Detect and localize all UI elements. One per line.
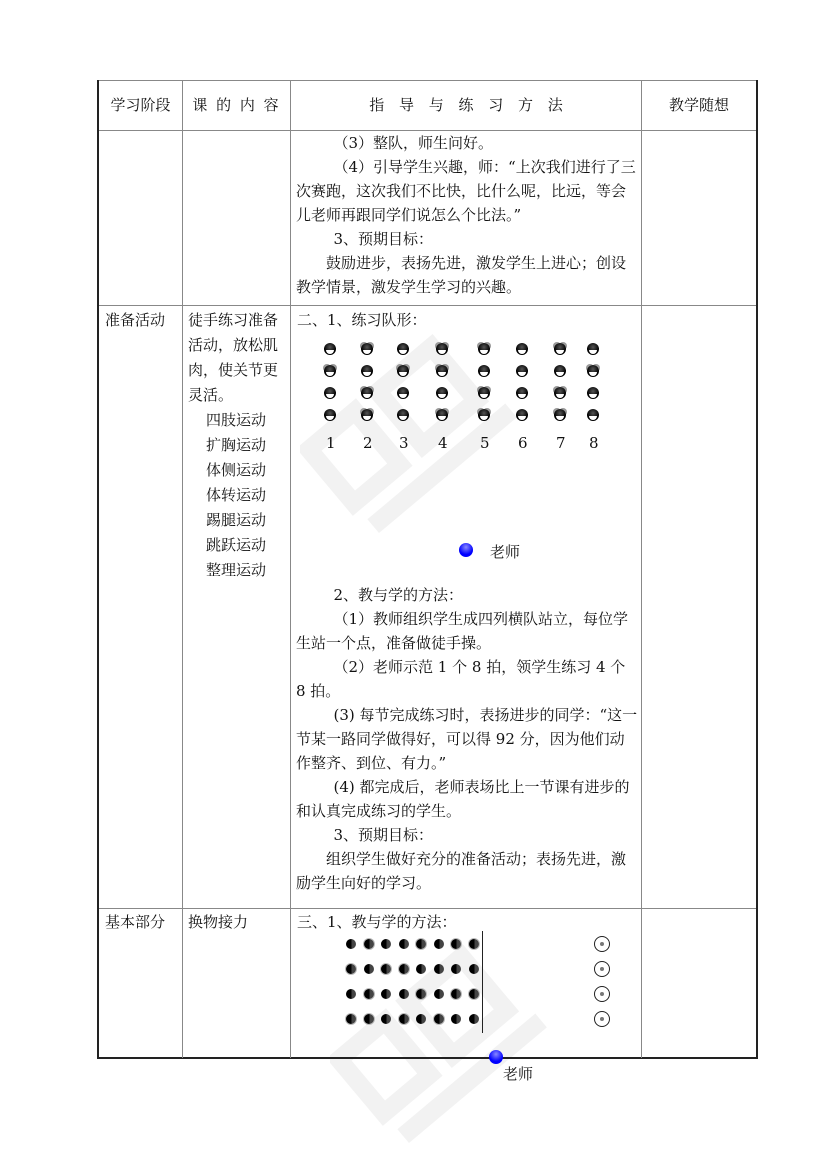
- girl-student-icon: [478, 387, 490, 399]
- paragraph: 3、预期目标：: [333, 826, 434, 844]
- boy-student-icon: [587, 343, 599, 355]
- exercise-item: 体侧运动: [206, 461, 267, 479]
- student-icon: [469, 964, 479, 974]
- boy-student-icon: [361, 365, 373, 377]
- exercise-item: 踢腿运动: [206, 511, 267, 529]
- header-content: 课 的 内 容: [192, 96, 281, 114]
- target-marker-icon: [594, 986, 610, 1002]
- student-icon: [434, 964, 444, 974]
- student-icon: [469, 989, 479, 999]
- row1-method: [296, 131, 638, 299]
- start-line: [482, 931, 483, 1033]
- girl-student-icon: [436, 343, 448, 355]
- boy-student-icon: [516, 343, 528, 355]
- row2-method: [296, 583, 638, 895]
- watermark: [330, 930, 550, 1150]
- paragraph: （2）老师示范 1 个 8 拍，领学生练习 4 个 8 拍。: [296, 658, 626, 700]
- student-icon: [399, 989, 409, 999]
- row3-stage: 基本部分: [105, 913, 166, 931]
- teacher-icon: [459, 543, 473, 557]
- student-icon: [364, 964, 374, 974]
- student-icon: [416, 964, 426, 974]
- column-number: 6: [518, 434, 528, 452]
- paragraph: 组织学生做好充分的准备活动；表扬先进，激励学生向好的学习。: [296, 850, 627, 892]
- row-divider: [97, 908, 758, 909]
- column-divider: [182, 80, 183, 1058]
- boy-student-icon: [516, 387, 528, 399]
- row-divider: [97, 305, 758, 306]
- exercise-item: 四肢运动: [206, 411, 267, 429]
- student-icon: [381, 989, 391, 999]
- target-marker-icon: [594, 961, 610, 977]
- student-icon: [416, 1014, 426, 1024]
- paragraph: （4）引导学生兴趣，师：“上次我们进行了三次赛跑，这次我们不比快，比什么呢，比远，等会儿老师再跟同学们说怎么个比法。”: [296, 158, 636, 224]
- student-icon: [451, 939, 461, 949]
- paragraph: 2、教与学的方法：: [333, 586, 464, 604]
- girl-student-icon: [361, 409, 373, 421]
- girl-student-icon: [554, 409, 566, 421]
- paragraph: （1）教师组织学生成四列横队站立，每位学生站一个点，准备做徒手操。: [296, 610, 629, 652]
- student-icon: [434, 939, 444, 949]
- student-icon: [469, 1014, 479, 1024]
- row3-title: 三、1、教与学的方法：: [297, 913, 457, 931]
- boy-student-icon: [397, 387, 409, 399]
- student-icon: [346, 1014, 356, 1024]
- girl-student-icon: [436, 409, 448, 421]
- girl-student-icon: [554, 343, 566, 355]
- girl-student-icon: [436, 365, 448, 377]
- boy-student-icon: [478, 365, 490, 377]
- girl-student-icon: [587, 365, 599, 377]
- teacher-label: 老师: [503, 1065, 534, 1083]
- column-number: 3: [399, 434, 409, 452]
- girl-student-icon: [554, 387, 566, 399]
- paragraph: (4) 都完成后，老师表场比上一节课有进步的和认真完成练习的学生。: [296, 778, 630, 820]
- row2-content: [188, 308, 286, 583]
- student-icon: [416, 939, 426, 949]
- column-number: 1: [326, 434, 336, 452]
- girl-student-icon: [361, 387, 373, 399]
- table-border: [756, 80, 758, 1059]
- student-icon: [469, 939, 479, 949]
- teacher-icon: [489, 1050, 503, 1064]
- exercise-item: 体转运动: [206, 486, 267, 504]
- target-marker-icon: [594, 936, 610, 952]
- student-icon: [346, 989, 356, 999]
- paragraph: （3）整队，师生问好。: [333, 134, 494, 152]
- student-icon: [381, 964, 391, 974]
- student-icon: [364, 939, 374, 949]
- girl-student-icon: [397, 365, 409, 377]
- column-number: 8: [589, 434, 599, 452]
- student-icon: [434, 989, 444, 999]
- girl-student-icon: [478, 409, 490, 421]
- boy-student-icon: [397, 343, 409, 355]
- column-number: 2: [363, 434, 373, 452]
- student-icon: [399, 939, 409, 949]
- boy-student-icon: [397, 409, 409, 421]
- exercise-item: 扩胸运动: [206, 436, 267, 454]
- column-number: 7: [556, 434, 566, 452]
- student-icon: [346, 964, 356, 974]
- boy-student-icon: [324, 343, 336, 355]
- row2-stage: 准备活动: [105, 311, 166, 329]
- teacher-label: 老师: [490, 543, 521, 561]
- boy-student-icon: [516, 365, 528, 377]
- table-border: [97, 80, 99, 1059]
- boy-student-icon: [324, 387, 336, 399]
- exercise-item: 跳跃运动: [206, 536, 267, 554]
- student-icon: [364, 1014, 374, 1024]
- table-border: [97, 1057, 758, 1059]
- student-icon: [346, 939, 356, 949]
- exercise-list: [188, 408, 286, 583]
- header-reflection: 教学随想: [668, 96, 729, 114]
- boy-student-icon: [516, 409, 528, 421]
- header-method: 指 导 与 练 习 方 法: [369, 96, 563, 114]
- girl-student-icon: [361, 343, 373, 355]
- student-icon: [416, 989, 426, 999]
- girl-student-icon: [478, 343, 490, 355]
- column-number: 5: [480, 434, 490, 452]
- target-marker-icon: [594, 1011, 610, 1027]
- girl-student-icon: [324, 365, 336, 377]
- boy-student-icon: [324, 409, 336, 421]
- header-stage: 学习阶段: [110, 96, 171, 114]
- student-icon: [399, 964, 409, 974]
- student-icon: [451, 964, 461, 974]
- student-icon: [381, 939, 391, 949]
- paragraph: 3、预期目标：: [333, 230, 434, 248]
- student-icon: [451, 1014, 461, 1024]
- student-icon: [364, 989, 374, 999]
- content-text: 徒手练习准备活动，放松肌肉，使关节更灵活。: [188, 311, 279, 404]
- column-divider: [290, 80, 291, 1058]
- paragraph: (3) 每节完成练习时，表扬进步的同学：“这一节某一路同学做得好，可以得 92 分，因为他们动作整齐、到位、有力。”: [296, 706, 638, 772]
- student-icon: [451, 989, 461, 999]
- exercise-item: 整理运动: [206, 561, 267, 579]
- boy-student-icon: [587, 409, 599, 421]
- boy-student-icon: [436, 387, 448, 399]
- column-number: 4: [438, 434, 448, 452]
- student-icon: [399, 1014, 409, 1024]
- paragraph: 鼓励进步，表扬先进，激发学生上进心；创设教学情景，激发学生学习的兴趣。: [296, 254, 627, 296]
- boy-student-icon: [587, 387, 599, 399]
- boy-student-icon: [554, 365, 566, 377]
- formation-title: 二、1、练习队形：: [297, 311, 427, 329]
- student-icon: [381, 1014, 391, 1024]
- student-icon: [434, 1014, 444, 1024]
- column-divider: [641, 80, 642, 1058]
- row3-content: 换物接力: [188, 913, 249, 931]
